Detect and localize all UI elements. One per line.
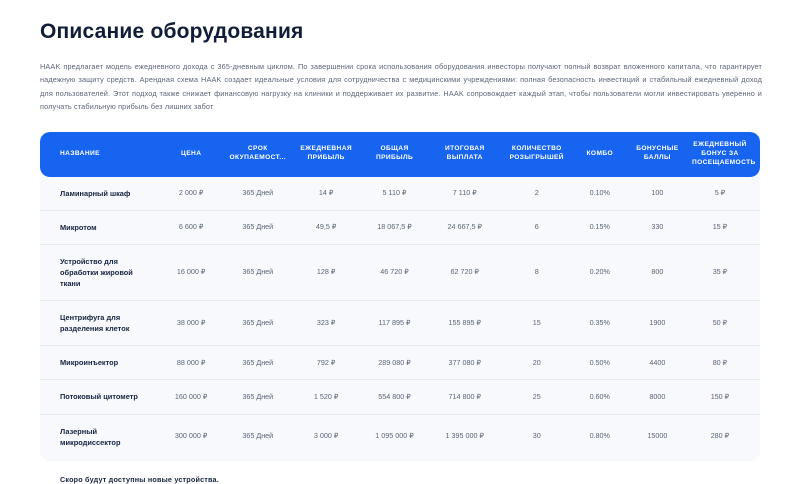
cell-total: 46 720 ₽: [360, 244, 428, 300]
cell-final: 1 395 000 ₽: [445, 431, 485, 441]
column-header-daily-profit: ЕЖЕДНЕВНАЯ ПРИБЫЛЬ: [300, 145, 352, 162]
column-header-bonus-points: БОНУСНЫЕ БАЛЛЫ: [636, 145, 679, 162]
cell-count: 15: [501, 301, 573, 346]
cell-daily: 3 000 ₽: [313, 431, 339, 441]
cell-combo: 0.20%: [573, 244, 627, 300]
equipment-table-container: [40, 132, 760, 461]
cell-count: 30: [532, 431, 541, 441]
column-header-name: НАЗВАНИЕ: [60, 149, 100, 157]
cell-daily: 14 ₽: [292, 177, 360, 211]
cell-price: 2 000 ₽: [159, 177, 224, 211]
cell-total: 554 800 ₽: [360, 380, 428, 414]
cell-final: 7 110 ₽: [429, 177, 501, 211]
table-row: [40, 301, 760, 346]
cell-attendance: 35 ₽: [688, 244, 760, 300]
cell-combo: 0.60%: [573, 380, 627, 414]
footnote-text: Скоро будут доступны новые устройства.: [60, 474, 219, 484]
cell-price: 6 600 ₽: [159, 210, 224, 244]
cell-name: Потоковый цитометр: [40, 380, 159, 414]
cell-attendance: 150 ₽: [688, 380, 760, 414]
cell-price: 300 000 ₽: [174, 431, 208, 441]
cell-daily: 1 520 ₽: [292, 380, 360, 414]
cell-final: 377 080 ₽: [429, 346, 501, 380]
column-header-total-profit: ОБЩАЯ ПРИБЫЛЬ: [375, 145, 414, 162]
table-header: [40, 132, 760, 177]
cell-count: 2: [501, 177, 573, 211]
table-row: [40, 244, 760, 300]
cell-count: 8: [501, 244, 573, 300]
cell-term: 365 Дней: [242, 431, 274, 441]
table-row: [40, 177, 760, 211]
cell-attendance: 280 ₽: [710, 431, 730, 441]
column-header-combo: КОМБО: [586, 149, 614, 157]
cell-bonus: 8000: [627, 380, 688, 414]
cell-name: Устройство для обработки жировой ткани: [40, 244, 159, 300]
table-row: [40, 380, 760, 414]
cell-attendance: 5 ₽: [688, 177, 760, 211]
cell-attendance: 50 ₽: [688, 301, 760, 346]
page-title: Описание оборудования: [40, 20, 304, 43]
cell-count: 25: [501, 380, 573, 414]
cell-final: 24 667,5 ₽: [429, 210, 501, 244]
cell-final: 62 720 ₽: [429, 244, 501, 300]
table-header-row: [40, 132, 760, 177]
cell-final: 155 895 ₽: [429, 301, 501, 346]
cell-term: 365 Дней: [224, 210, 292, 244]
cell-total: 18 067,5 ₽: [360, 210, 428, 244]
cell-bonus: 330: [627, 210, 688, 244]
equipment-table: [40, 132, 760, 459]
cell-combo: 0.15%: [573, 210, 627, 244]
table-row: [40, 346, 760, 380]
cell-term: 365 Дней: [224, 244, 292, 300]
cell-daily: 49,5 ₽: [292, 210, 360, 244]
column-header-price: ЦЕНА: [181, 149, 202, 157]
cell-total: 117 895 ₽: [360, 301, 428, 346]
cell-bonus: 4400: [627, 346, 688, 380]
column-header-payback-term: СРОК ОКУПАЕМОСТ...: [229, 145, 287, 162]
cell-bonus: 15000: [647, 431, 668, 441]
cell-count: 20: [501, 346, 573, 380]
cell-daily: 323 ₽: [292, 301, 360, 346]
cell-total: 5 110 ₽: [360, 177, 428, 211]
cell-combo: 0.50%: [573, 346, 627, 380]
cell-combo: 0.80%: [589, 431, 610, 441]
cell-price: 88 000 ₽: [159, 346, 224, 380]
intro-paragraph: HAAK предлагает модель ежедневного дохода с 365-дневным циклом. По завершении срока использования оборудования инвесторы получают полный возврат вложенного капитала, что гарантирует надежную защиту средств. Арендная схема HAAK создает идеальные условия для сотрудничества с медицинскими учреждениями: полная безопасность инвестиций и стабильный ежедневный доход для пользователей. Этот подход также снижает финансовую нагрузку на клиники и поддерживает их развитие. HAAK сопровождает каждый этап, чтобы пользователи могли инвестировать уверенно и получать стабильную прибыль без лишних забот: [40, 62, 762, 112]
table-row: [40, 414, 760, 459]
cell-attendance: 80 ₽: [688, 346, 760, 380]
cell-combo: 0.35%: [573, 301, 627, 346]
cell-daily: 128 ₽: [292, 244, 360, 300]
cell-name: Ламинарный шкаф: [40, 177, 159, 211]
cell-daily: 792 ₽: [292, 346, 360, 380]
cell-term: 365 Дней: [224, 301, 292, 346]
table-body: [40, 177, 760, 459]
cell-bonus: 800: [627, 244, 688, 300]
column-header-attendance-bonus: ЕЖЕДНЕВНЫЙ БОНУС ЗА ПОСЕЩАЕМОСТЬ: [691, 140, 756, 166]
cell-bonus: 1900: [627, 301, 688, 346]
table-row: [40, 210, 760, 244]
cell-price: 160 000 ₽: [159, 380, 224, 414]
column-header-final-payout: ИТОГОВАЯ ВЫПЛАТА: [444, 145, 485, 162]
cell-attendance: 15 ₽: [688, 210, 760, 244]
cell-price: 16 000 ₽: [159, 244, 224, 300]
cell-final: 714 800 ₽: [429, 380, 501, 414]
cell-term: 365 Дней: [224, 380, 292, 414]
cell-name: Лазерный микродиссектор: [60, 426, 121, 447]
cell-name: Микротом: [40, 210, 159, 244]
cell-term: 365 Дней: [224, 346, 292, 380]
cell-term: 365 Дней: [224, 177, 292, 211]
cell-total: 289 080 ₽: [360, 346, 428, 380]
cell-name: Микроинъектор: [40, 346, 159, 380]
cell-combo: 0.10%: [573, 177, 627, 211]
cell-count: 6: [501, 210, 573, 244]
cell-name: Центрифуга для разделения клеток: [40, 301, 159, 346]
cell-price: 38 000 ₽: [159, 301, 224, 346]
cell-total: 1 095 000 ₽: [375, 431, 414, 441]
cell-bonus: 100: [627, 177, 688, 211]
column-header-draw-count: КОЛИЧЕСТВО РОЗЫГРЫШЕЙ: [509, 145, 564, 162]
